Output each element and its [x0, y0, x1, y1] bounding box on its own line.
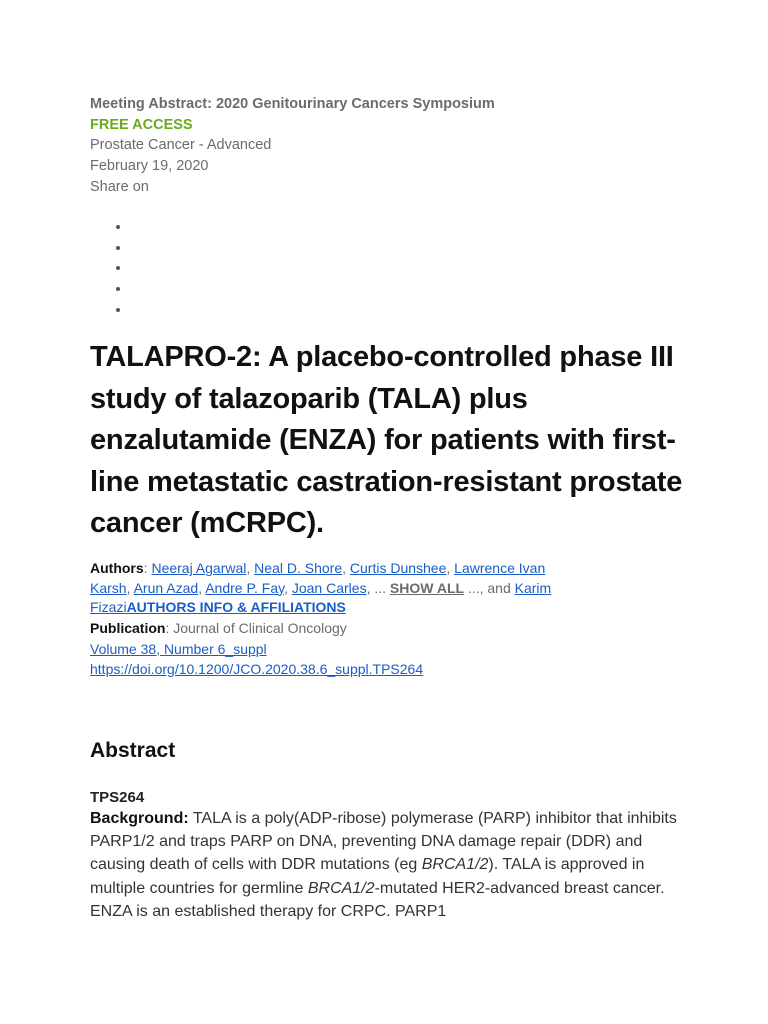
- category-label: Prostate Cancer - Advanced: [90, 137, 272, 153]
- abstract-heading: Abstract: [90, 739, 176, 762]
- gene-name: BRCA1/2: [421, 856, 489, 874]
- authors-ellipsis: ...: [374, 579, 387, 596]
- abstract-text: -mutated HER2-advanced breast cancer. ENZA is an established therapy for CRPC. PARP1: [90, 879, 665, 920]
- authors-label: Authors: [90, 560, 144, 576]
- meeting-abstract-heading: Meeting Abstract: 2020 Genitourinary Cancers Symposium: [90, 96, 495, 112]
- share-label: Share on: [90, 179, 149, 195]
- free-access-badge: FREE ACCESS: [90, 117, 193, 133]
- authors-trailing: ...,: [467, 579, 484, 596]
- background-label: Background:: [90, 810, 189, 827]
- publication-line: Publication: Journal of Clinical Oncology: [90, 620, 347, 636]
- article-title: TALAPRO-2: A placebo-controlled phase III study of talazoparib (TALA) plus enzalutamide (ENZA) for patients with first-line metastatic castration-resistant prostate cancer (mCRPC).: [90, 341, 683, 539]
- authors-block: Authors: Neeraj Agarwal, Neal D. Shore, Curtis Dunshee, Lawrence Ivan Karsh, Arun Azad, Andre P. Fay, Joan Carles, ... SHOW ALL ..., and Karim FizaziAUTHORS INFO & AFFILIATIONS: [90, 560, 552, 615]
- author-link[interactable]: Lawrence Ivan Karsh: [90, 560, 546, 596]
- share-list: [116, 218, 136, 321]
- author-link[interactable]: Karim Fizazi: [90, 579, 552, 615]
- gene-name: BRCA1/2: [307, 879, 375, 897]
- share-item[interactable]: [116, 218, 136, 239]
- author-link[interactable]: Neal D. Shore: [254, 560, 343, 576]
- abstract-text: ). TALA is approved in multiple countries for germline: [90, 856, 645, 897]
- article-meta: [90, 94, 710, 198]
- abstract-body: [90, 807, 680, 923]
- author-link[interactable]: Joan Carles: [291, 579, 367, 596]
- authors-affiliations-link[interactable]: AUTHORS INFO & AFFILIATIONS: [126, 599, 346, 615]
- share-item[interactable]: [116, 301, 136, 322]
- author-link[interactable]: Neeraj Agarwal: [151, 560, 247, 576]
- share-item[interactable]: [116, 280, 136, 301]
- author-link[interactable]: Curtis Dunshee: [349, 560, 447, 576]
- author-link[interactable]: Andre P. Fay: [205, 579, 285, 596]
- publication-label: Publication: [90, 620, 166, 636]
- and-text: and: [487, 579, 511, 596]
- share-item[interactable]: [116, 259, 136, 280]
- doi-link[interactable]: https://doi.org/10.1200/JCO.2020.38.6_suppl.TPS264: [90, 661, 424, 677]
- publish-date: February 19, 2020: [90, 158, 209, 174]
- author-link[interactable]: Arun Azad: [133, 579, 199, 596]
- journal-name: Journal of Clinical Oncology: [173, 620, 347, 636]
- abstract-text: TALA is a poly(ADP-ribose) polymerase (PARP) inhibitor that inhibits PARP1/2 and traps PARP on DNA, preventing DNA damage repair (DDR) and causing death of cells with DDR mutations (eg: [90, 810, 677, 874]
- share-item[interactable]: [116, 239, 136, 260]
- publication-block: [90, 618, 650, 680]
- show-all-authors-button[interactable]: SHOW ALL: [389, 579, 465, 596]
- volume-link[interactable]: Volume 38, Number 6_suppl: [90, 640, 267, 657]
- abstract-id: TPS264: [90, 789, 145, 806]
